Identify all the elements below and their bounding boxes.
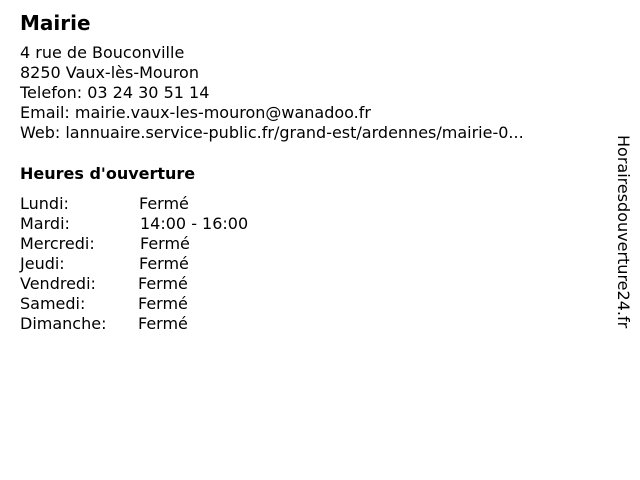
website-link: Web: lannuaire.service-public.fr/grand-est/ardennes/mairie-0... [20, 123, 524, 142]
day-hours: 14:00 - 16:00 [140, 214, 249, 233]
day-label: Jeudi: [20, 254, 65, 273]
phone-number: Telefon: 03 24 30 51 14 [20, 83, 210, 102]
hours-heading: Heures d'ouverture [20, 164, 196, 183]
day-label: Lundi: [20, 194, 69, 213]
day-hours: Fermé [140, 234, 190, 253]
day-hours: Fermé [139, 254, 189, 273]
email-address: Email: mairie.vaux-les-mouron@wanadoo.fr [20, 103, 371, 122]
day-hours: Fermé [139, 194, 189, 213]
day-label: Vendredi: [20, 274, 96, 293]
day-hours: Fermé [138, 314, 188, 333]
day-hours: Fermé [138, 274, 188, 293]
page-title: Mairie [20, 11, 91, 35]
day-label: Dimanche: [20, 314, 107, 333]
day-label: Samedi: [20, 294, 86, 313]
day-hours: Fermé [138, 294, 188, 313]
site-watermark-text: Horairesdouverture24.fr [614, 135, 633, 329]
day-label: Mercredi: [20, 234, 95, 253]
address-block [20, 43, 600, 143]
city-address: 8250 Vaux-lès-Mouron [20, 63, 199, 82]
street-address: 4 rue de Bouconville [20, 43, 185, 62]
day-label: Mardi: [20, 214, 70, 233]
